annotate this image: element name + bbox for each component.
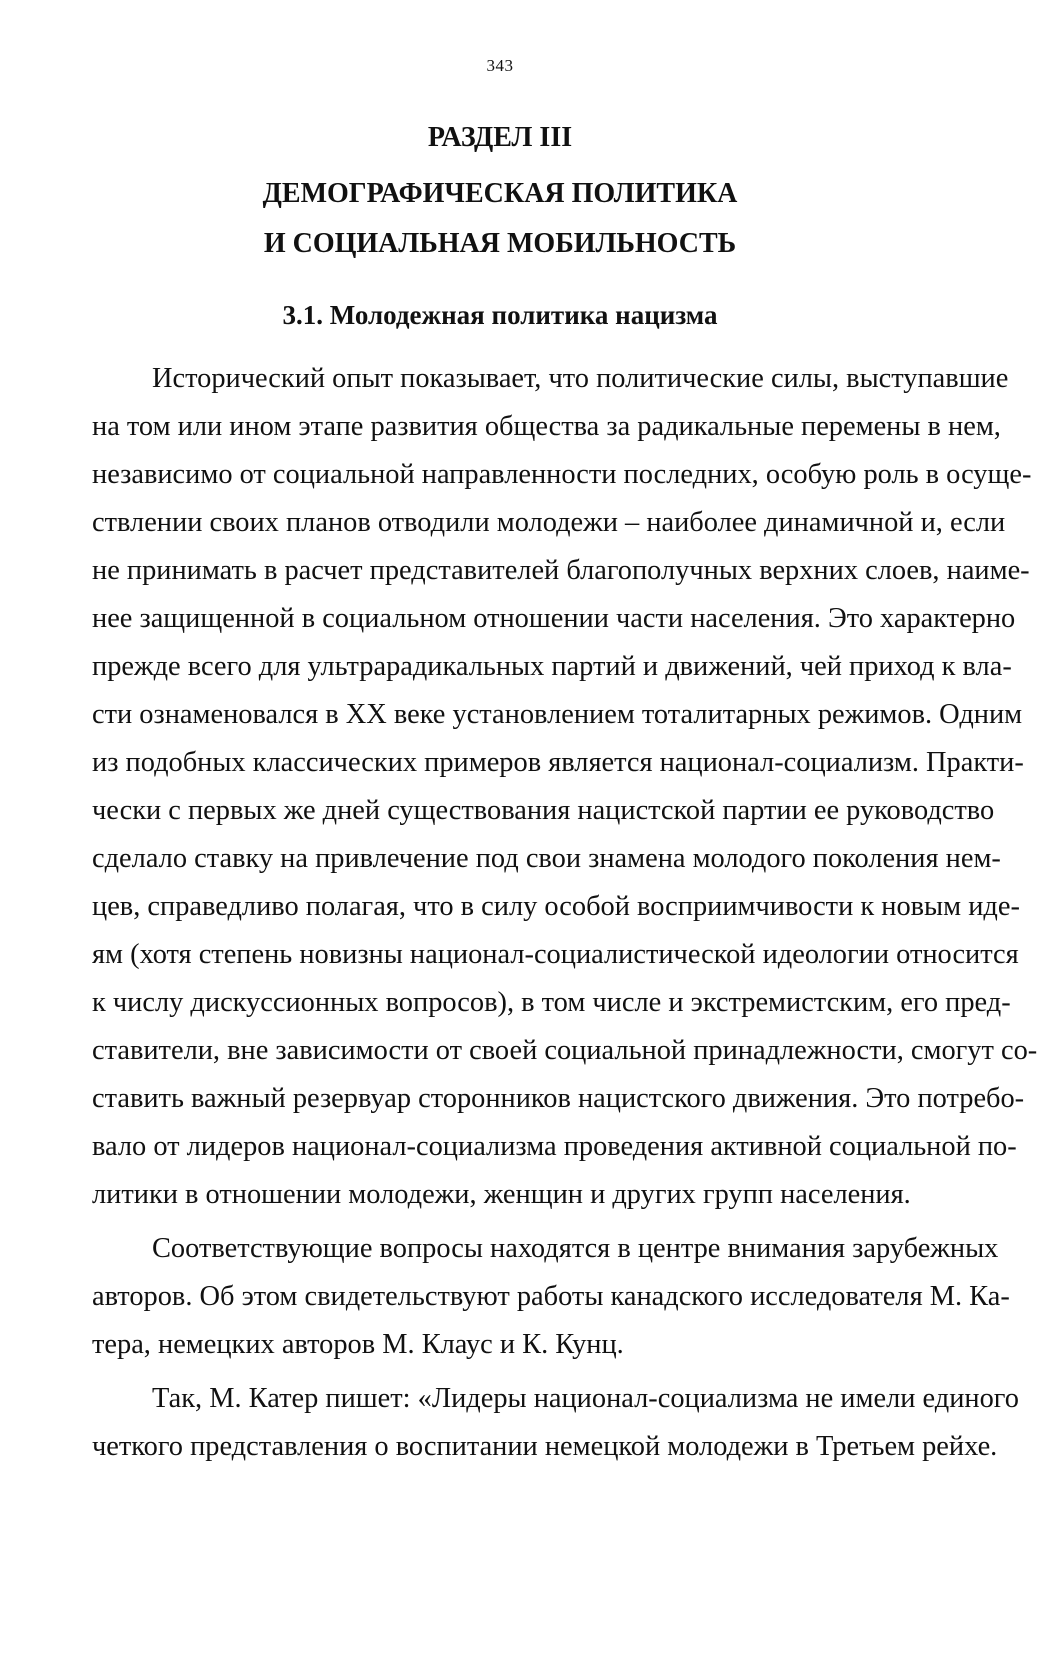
paragraph-line: ставить важный резервуар сторонников нацистского движения. Это потребо- — [92, 1083, 1025, 1114]
paragraph-line: независимо от социальной направленности последних, особую роль в осуще- — [92, 459, 1032, 490]
paragraph-line: ставители, вне зависимости от своей социальной принадлежности, смогут со- — [92, 1035, 1038, 1066]
subsection-title: 3.1. Молодежная политика нацизма — [282, 300, 718, 330]
section-title-line-2: И СОЦИАЛЬНАЯ МОБИЛЬНОСТЬ — [263, 228, 737, 259]
paragraph-line: вало от лидеров национал-социализма проведения активной социальной по- — [92, 1131, 1017, 1162]
paragraph-line: цев, справедливо полагая, что в силу особой восприимчивости к новым иде- — [92, 891, 1020, 922]
section-title-line-1: ДЕМОГРАФИЧЕСКАЯ ПОЛИТИКА — [262, 178, 738, 209]
paragraph-line: Исторический опыт показывает, что политические силы, выступавшие — [152, 363, 1009, 394]
paragraph-line: тера, немецких авторов М. Клаус и К. Кунц. — [92, 1329, 624, 1360]
paragraph-line: авторов. Об этом свидетельствуют работы канадского исследователя М. Ка- — [92, 1281, 1010, 1312]
paragraph-line: сти ознаменовался в XX веке установлением тоталитарных режимов. Одним — [92, 699, 1023, 730]
paragraph-line: сделало ставку на привлечение под свои знамена молодого поколения нем- — [92, 843, 1001, 874]
paragraph-line: ям (хотя степень новизны национал-социалистической идеологии относится — [92, 939, 1019, 970]
paragraph-line: не принимать в расчет представителей благополучных верхних слоев, наиме- — [92, 555, 1030, 586]
paragraph-line: чески с первых же дней существования нацистской партии ее руководство — [92, 795, 995, 826]
paragraph-line: Так, М. Катер пишет: «Лидеры национал-социализма не имели единого — [152, 1383, 1019, 1414]
paragraph-line: ствлении своих планов отводили молодежи – наиболее динамичной и, если — [92, 507, 1006, 538]
section-label: РАЗДЕЛ III — [427, 122, 573, 153]
paragraph-line: на том или ином этапе развития общества за радикальные перемены в нем, — [92, 411, 1001, 442]
paragraph-line: нее защищенной в социальном отношении части населения. Это характерно — [92, 603, 1016, 634]
page-number: 343 — [486, 56, 514, 75]
paragraph-line: из подобных классических примеров является национал-социализм. Практи- — [92, 747, 1024, 778]
paragraph-line: литики в отношении молодежи, женщин и других групп населения. — [92, 1179, 911, 1210]
paragraph-line: четкого представления о воспитании немецкой молодежи в Третьем рейхе. — [92, 1431, 998, 1462]
paragraph-line: Соответствующие вопросы находятся в центре внимания зарубежных — [152, 1233, 999, 1264]
paragraph-line: прежде всего для ультрарадикальных партий и движений, чей приход к вла- — [92, 651, 1012, 682]
paragraph-line: к числу дискуссионных вопросов), в том числе и экстремистским, его пред- — [92, 987, 1011, 1018]
